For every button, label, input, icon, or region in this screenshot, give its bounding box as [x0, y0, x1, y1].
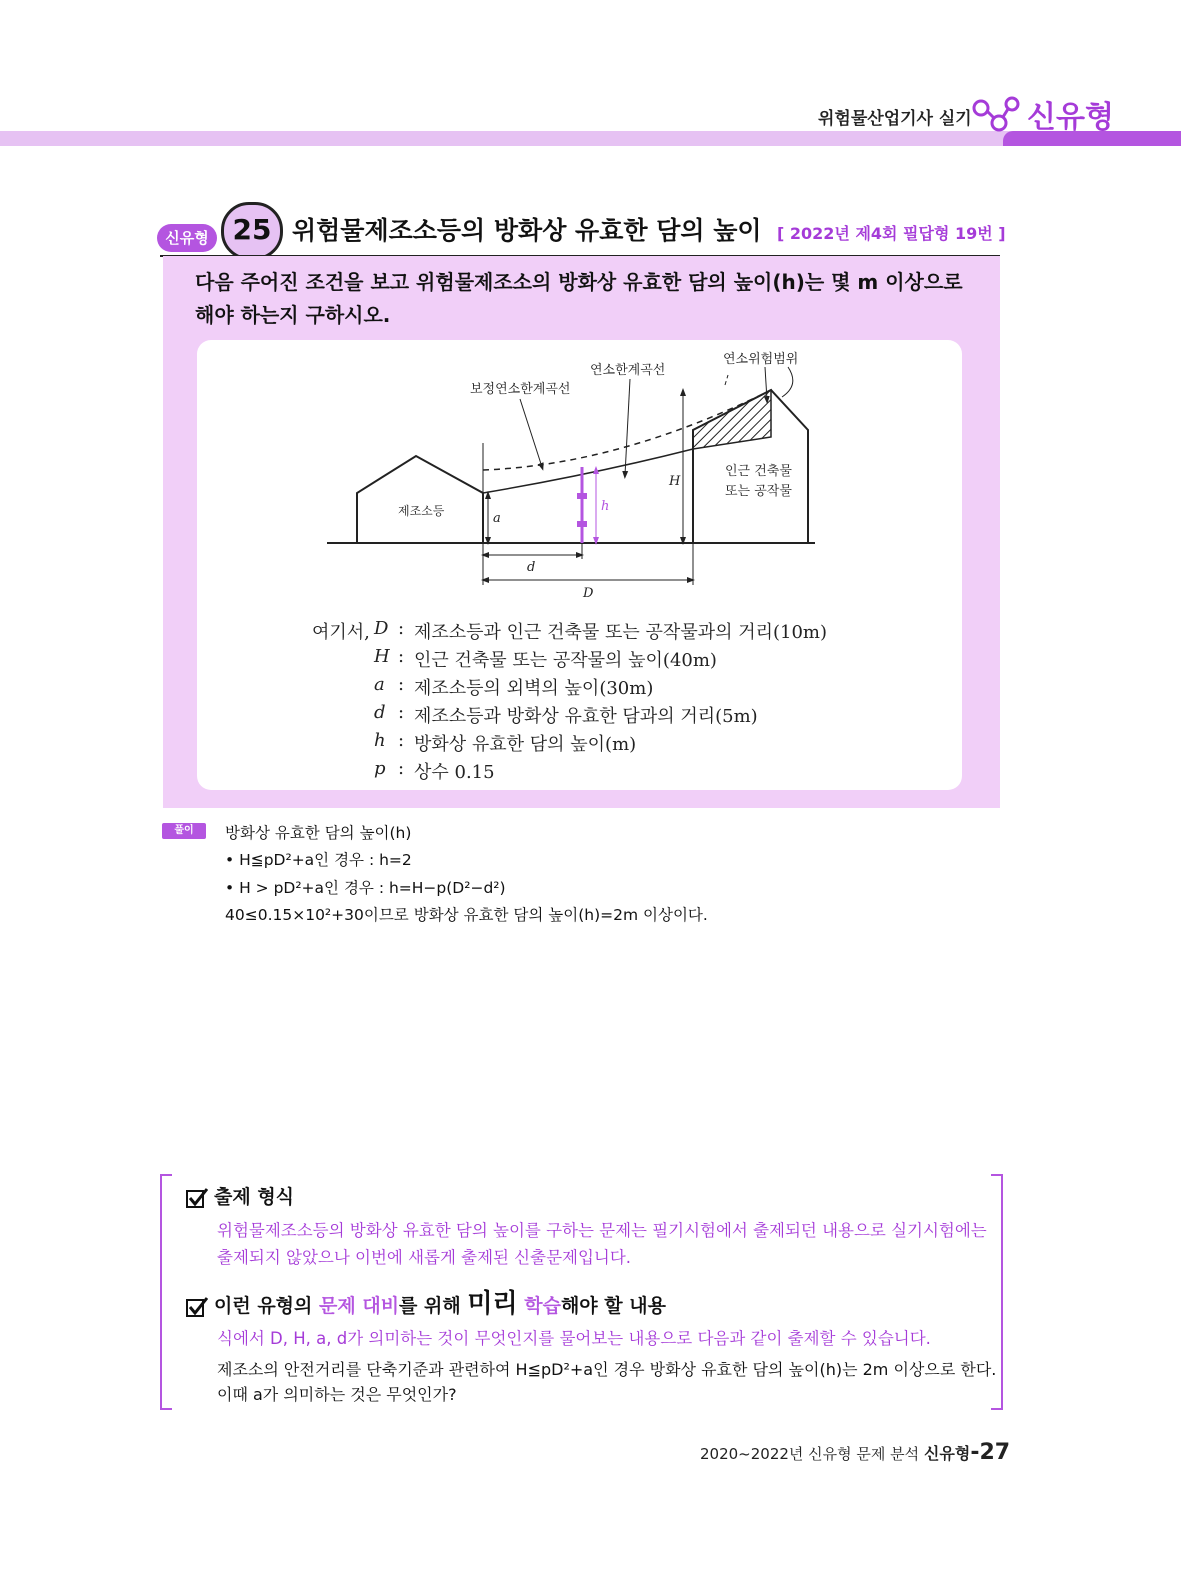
header-subtitle: 위험물산업기사 실기 [818, 109, 972, 129]
a-symbol: a [493, 511, 501, 526]
prep-body-1: 식에서 D, H, a, d가 의미하는 것이 무엇인지를 물어보는 내용으로 다음과 같이 출제할 수 있습니다. [217, 1329, 931, 1348]
limit-curve [483, 449, 693, 493]
legend-row: h : 방화상 유효한 담의 높이(m) [374, 730, 637, 755]
limit-curve-label: 연소한계곡선 [590, 363, 666, 378]
neighbor-label-2: 또는 공작물 [725, 484, 792, 499]
prep-body-3: 이때 a가 의미하는 것은 무엇인가? [217, 1385, 457, 1404]
combustion-range-label: 연소위험범위 [723, 352, 799, 367]
D-symbol: D [583, 586, 594, 601]
legend-row: d : 제조소등과 방화상 유효한 담과의 거리(5m) [374, 702, 758, 727]
combustion-risk-zone [693, 390, 771, 449]
legend-row: H : 인근 건축물 또는 공작물의 높이(40m) [374, 646, 717, 671]
format-heading: 출제 형식 [186, 1182, 294, 1209]
factory-building [357, 456, 483, 543]
new-type-badge: 신유형 [157, 224, 217, 252]
fire-wall-diagram [320, 345, 820, 605]
question-title: 위험물제조소등의 방화상 유효한 담의 높이 [292, 216, 762, 245]
solution-line-3: • H > pD²+a인 경우 : h=H−p(D²−d²) [225, 879, 506, 897]
format-body-1: 위험물제조소등의 방화상 유효한 담의 높이를 구하는 문제는 필기시험에서 출제되던 내용으로 실기시험에는 [217, 1221, 987, 1240]
legend-row: a : 제조소등의 외벽의 높이(30m) [374, 674, 654, 699]
molecule-icon [972, 96, 1022, 134]
header-title: 신유형 [1027, 100, 1114, 135]
solution-badge: 풀이 [162, 823, 206, 839]
prep-body-2: 제조소의 안전거리를 단축기준과 관련하여 H≦pD²+a인 경우 방화상 유효한 담의 높이(h)는 2m 이상으로 한다. [217, 1360, 997, 1379]
h-symbol: h [601, 499, 610, 514]
prep-heading: 이런 유형의 문제 대비를 위해 미리 학습해야 할 내용 [186, 1283, 666, 1320]
H-symbol: H [669, 474, 681, 489]
format-body-2: 출제되지 않았으나 이번에 새롭게 출제된 신출문제입니다. [217, 1248, 632, 1267]
question-text: 다음 주어진 조건을 보고 위험물제조소의 방화상 유효한 담의 높이(h)는 몇 m 이상으로 해야 하는지 구하시오. [195, 270, 963, 327]
checkbox-icon [186, 1296, 208, 1318]
box-bracket-left [160, 1174, 172, 1410]
neighbor-label-1: 인근 건축물 [725, 464, 792, 479]
corrected-curve-label: 보정연소한계곡선 [470, 382, 571, 397]
factory-label: 제조소등 [398, 504, 445, 518]
page-footer: 2020~2022년 신유형 문제 분석 신유형-27 [700, 1440, 1011, 1465]
solution-line-4: 40≤0.15×10²+30이므로 방화상 유효한 담의 높이(h)=2m 이상이다. [225, 906, 708, 924]
checkbox-icon [186, 1187, 208, 1209]
legend-row: p : 상수 0.15 [374, 758, 495, 783]
question-number: 25 [221, 202, 283, 260]
legend-intro: 여기서, [312, 622, 370, 643]
question-source: [ 2022년 제4회 필답형 19번 ] [777, 224, 1006, 243]
solution-line-1: 방화상 유효한 담의 높이(h) [225, 824, 412, 842]
d-symbol: d [527, 560, 536, 575]
legend-row: D : 제조소등과 인근 건축물 또는 공작물과의 거리(10m) [374, 618, 827, 643]
solution-line-2: • H≦pD²+a인 경우 : h=2 [225, 851, 412, 869]
